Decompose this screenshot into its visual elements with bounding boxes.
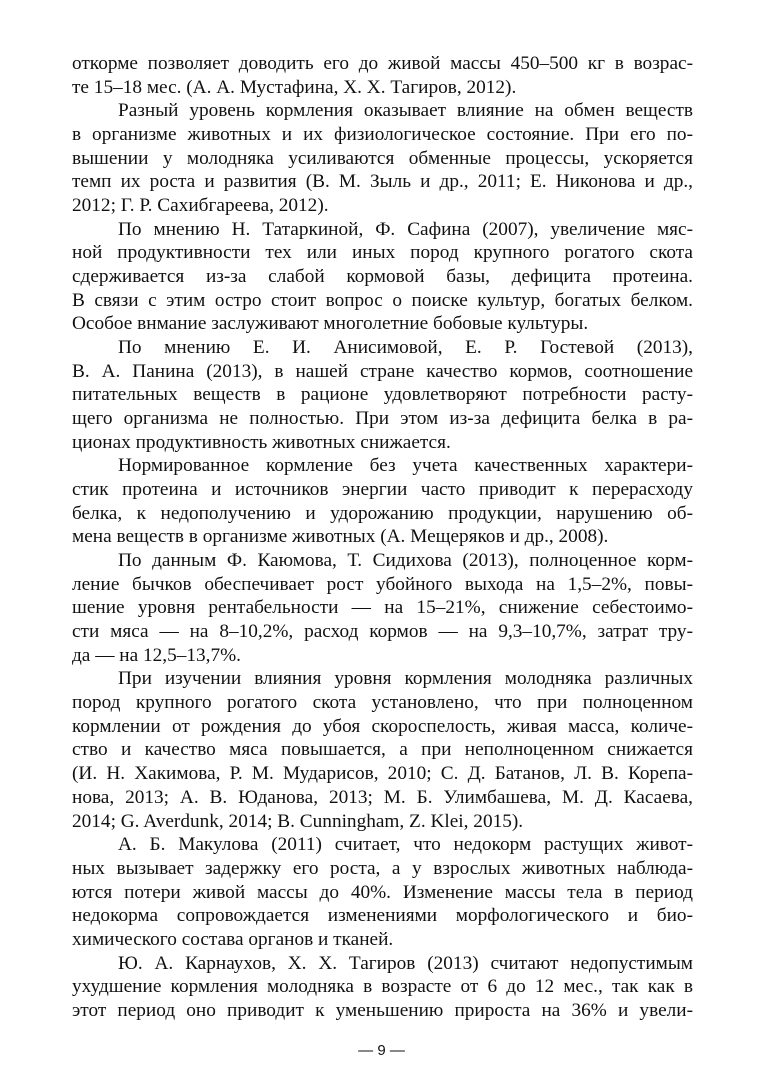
text-line: По мнению Е. И. Анисимовой, Е. Р. Гостевой (2013), xyxy=(118,337,693,359)
text-line: стик протеина и источников энергии часто приводит к перерасходу xyxy=(72,479,693,501)
text-line: ление бычков обеспечивает рост убойного выхода на 1,5–2%, повы- xyxy=(72,573,693,595)
text-line: да — на 12,5–13,7%. xyxy=(72,644,241,666)
paragraph xyxy=(72,549,693,667)
text-line: (И. Н. Хакимова, Р. М. Мударисов, 2010; С. Д. Батанов, Л. В. Корепа- xyxy=(72,763,693,785)
text-line: В связи с этим остро стоит вопрос о поиске культур, богатых белком. xyxy=(72,289,693,311)
text-line: По мнению Н. Татаркиной, Ф. Сафина (2007), увеличение мяс- xyxy=(118,218,693,240)
text-line: вышении у молодняка усиливаются обменные процессы, ускоряется xyxy=(72,147,693,169)
text-line: ционах продуктивность животных снижается. xyxy=(72,431,451,453)
text-line: В. А. Панина (2013), в нашей стране качество кормов, соотношение xyxy=(72,360,693,382)
text-line: ются потери живой массы до 40%. Изменение массы тела в период xyxy=(72,881,693,903)
text-line: недокорма сопровождается изменениями морфологического и био- xyxy=(72,905,693,927)
paragraph xyxy=(72,667,693,833)
paragraph xyxy=(72,336,693,454)
text-line: откорме позволяет доводить его до живой массы 450–500 кг в возрас- xyxy=(72,53,693,74)
text-line: ство и качество мяса повышается, а при неполноценном снижается xyxy=(72,739,693,761)
text-line: те 15–18 мес. (А. А. Мустафина, Х. Х. Тагиров, 2012). xyxy=(72,76,517,98)
paragraph xyxy=(72,833,693,951)
text-line: ной продуктивности тех или иных пород крупного рогатого скота xyxy=(72,242,693,264)
text-line: химического состава органов и тканей. xyxy=(72,928,394,950)
text-line: пород крупного рогатого скота установлено, что при полноценном xyxy=(72,692,693,714)
text-line: шение уровня рентабельности — на 15–21%, снижение себестоимо- xyxy=(72,597,693,619)
text-line: темп их роста и развития (В. М. Зыль и др., 2011; Е. Никонова и др., xyxy=(72,171,693,193)
text-line: ухудшение кормления молодняка в возрасте от 6 до 12 мес., так как в xyxy=(72,976,693,998)
text-line: Разный уровень кормления оказывает влияние на обмен веществ xyxy=(118,100,693,122)
text-line: питательных веществ в рационе удовлетворяют потребности расту- xyxy=(72,384,693,406)
text-line: Нормированное кормление без учета качественных характери- xyxy=(118,455,693,477)
text-line: ных вызывает задержку его роста, а у взрослых животных наблюда- xyxy=(72,857,693,879)
paragraph xyxy=(72,52,693,99)
text-line: кормлении от рождения до убоя скороспелость, живая масса, количе- xyxy=(72,715,693,737)
text-line: белка, к недополучению и удорожанию продукции, нарушению об- xyxy=(72,502,693,524)
text-line: 2012; Г. Р. Сахибгареева, 2012). xyxy=(72,195,329,217)
page-number: — 9 — xyxy=(358,1042,405,1059)
paragraph xyxy=(72,99,693,217)
paragraph xyxy=(72,218,693,336)
text-line: сти мяса — на 8–10,2%, расход кормов — на 9,3–10,7%, затрат тру- xyxy=(72,621,693,643)
text-line: этот период оно приводит к уменьшению прироста на 36% и увели- xyxy=(72,999,693,1021)
text-line: щего организма не полностью. При этом из-за дефицита белка в ра- xyxy=(72,408,693,430)
body-text xyxy=(72,52,693,1023)
text-line: в организме животных и их физиологическое состояние. При его по- xyxy=(72,124,693,146)
text-line: Ю. А. Карнаухов, Х. Х. Тагиров (2013) считают недопустимым xyxy=(118,952,693,974)
text-line: Особое внмание заслуживают многолетние бобовые культуры. xyxy=(72,313,589,335)
text-line: мена веществ в организме животных (А. Мещеряков и др., 2008). xyxy=(72,526,609,548)
text-line: 2014; G. Averdunk, 2014; B. Cunningham, Z. Klei, 2015). xyxy=(72,810,524,832)
text-line: По данным Ф. Каюмова, Т. Сидихова (2013), полноценное корм- xyxy=(118,550,693,572)
text-line: нова, 2013; А. В. Юданова, 2013; М. Б. Улимбашева, М. Д. Касаева, xyxy=(72,786,693,808)
paragraph xyxy=(72,454,693,549)
text-line: А. Б. Макулова (2011) считает, что недокорм растущих живот- xyxy=(118,834,693,856)
paragraph xyxy=(72,952,693,1023)
text-line: сдерживается из-за слабой кормовой базы, дефицита протеина. xyxy=(72,266,693,288)
text-line: При изучении влияния уровня кормления молодняка различных xyxy=(118,668,693,690)
